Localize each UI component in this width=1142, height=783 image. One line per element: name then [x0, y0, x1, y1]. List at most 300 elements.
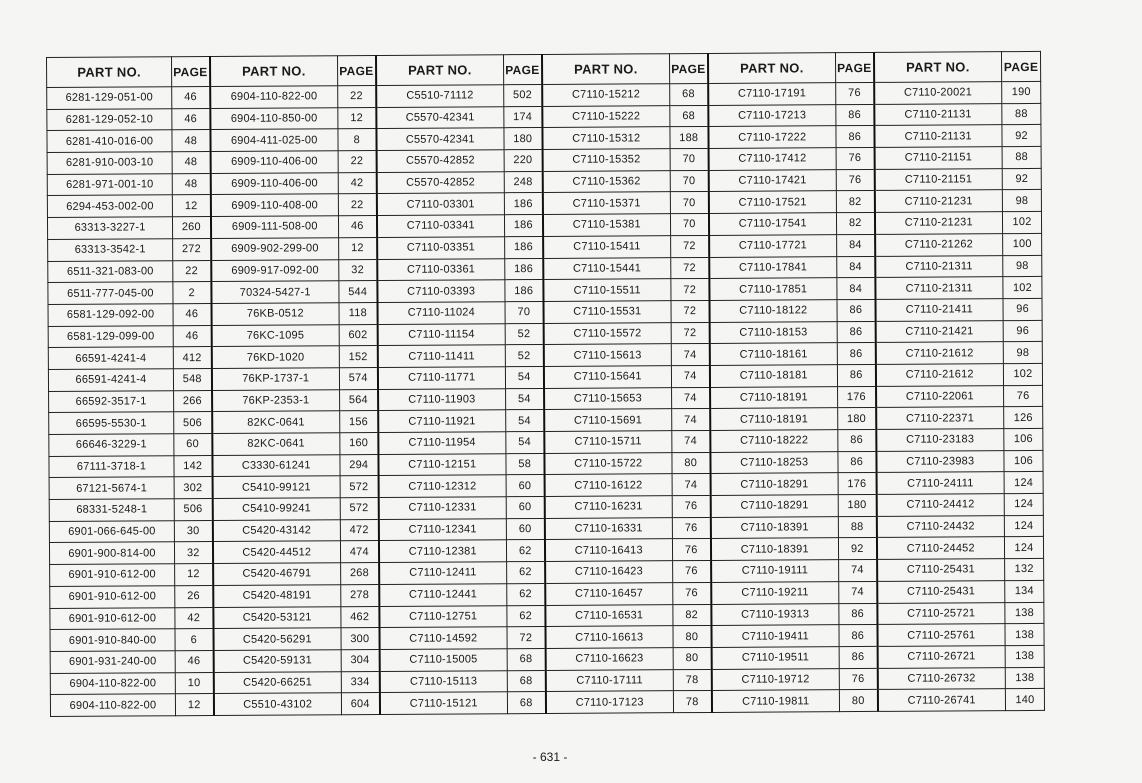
part-number-cell: C7110-15613: [543, 344, 671, 366]
part-number-cell: C7110-11024: [377, 302, 505, 324]
page-number-cell: 26: [175, 585, 213, 607]
part-number-cell: C7110-15531: [543, 301, 671, 323]
part-number-cell: 6901-910-612-00: [50, 586, 175, 608]
part-number-cell: C5420-48191: [213, 585, 341, 607]
page-number-cell: 248: [504, 171, 542, 193]
page-number-cell: 462: [341, 606, 379, 628]
page-number-cell: 46: [172, 108, 210, 130]
page-number-cell: 80: [673, 626, 711, 648]
page-number-cell: 118: [339, 302, 377, 324]
page-number-cell: 74: [839, 560, 877, 582]
part-number-cell: C7110-11154: [377, 323, 505, 345]
page-number-cell: 138: [1005, 624, 1044, 646]
page-number-cell: 80: [839, 690, 877, 712]
page-number-cell: 42: [338, 172, 376, 194]
part-number-cell: C7110-16613: [545, 626, 673, 648]
page-number-cell: 412: [173, 347, 211, 369]
part-number-cell: C7110-03341: [376, 215, 504, 237]
part-number-cell: 63313-3542-1: [48, 239, 173, 261]
part-number-cell: C7110-18153: [709, 321, 837, 343]
page-number-cell: 302: [174, 477, 212, 499]
part-number-cell: 6904-110-822-00: [50, 694, 175, 716]
part-number-cell: C7110-16231: [544, 496, 672, 518]
page-number-cell: 12: [172, 195, 210, 217]
page-number-cell: 186: [504, 193, 542, 215]
page-number-cell: 176: [838, 386, 876, 408]
part-number-cell: 6511-777-045-00: [48, 282, 173, 304]
part-number-cell: C7110-21612: [875, 364, 1003, 386]
part-number-cell: C7110-11903: [378, 388, 506, 410]
page-number-cell: 124: [1004, 537, 1043, 559]
page-number-cell: 86: [838, 429, 876, 451]
part-number-cell: C7110-18191: [710, 408, 838, 430]
part-number-cell: C7110-21411: [875, 299, 1003, 321]
part-number-cell: C7110-11771: [377, 367, 505, 389]
page-number-cell: 86: [837, 364, 875, 386]
part-number-cell: C7110-18122: [709, 300, 837, 322]
page-number-cell: 84: [837, 278, 875, 300]
page-number-cell: 76: [673, 582, 711, 604]
part-number-cell: C7110-03361: [377, 258, 505, 280]
page-number-cell: 68: [507, 648, 545, 670]
page-number-cell: 70: [670, 149, 708, 171]
part-number-cell: C7110-19111: [711, 560, 839, 582]
part-no-header: PART NO.: [541, 54, 669, 85]
part-number-cell: C7110-15381: [542, 214, 670, 236]
page-number-cell: 220: [504, 150, 542, 172]
page-number-cell: 152: [339, 346, 377, 368]
part-number-cell: 76KB-0512: [211, 303, 339, 325]
part-number-cell: C7110-16531: [545, 604, 673, 626]
part-number-cell: C7110-12341: [378, 518, 506, 540]
part-number-cell: C7110-18391: [710, 538, 838, 560]
page-number-cell: 52: [505, 345, 543, 367]
page-number-cell: 76: [836, 148, 874, 170]
page-number-cell: 602: [339, 324, 377, 346]
page-number-cell: 502: [504, 84, 542, 106]
page-number-cell: 84: [837, 234, 875, 256]
part-number-cell: C7110-17851: [709, 278, 837, 300]
page-number-cell: 62: [506, 540, 544, 562]
part-number-cell: C7110-21131: [874, 103, 1002, 125]
part-number-cell: 6909-110-406-00: [210, 151, 338, 173]
part-number-cell: 6511-321-083-00: [48, 260, 173, 282]
part-number-cell: C7110-21262: [875, 233, 1003, 255]
part-number-cell: 66591-4241-4: [48, 347, 173, 369]
page-number-cell: 574: [339, 367, 377, 389]
part-number-cell: 6581-129-092-00: [48, 304, 173, 326]
page-number-cell: 46: [173, 325, 211, 347]
page-number-cell: 176: [838, 473, 876, 495]
part-number-cell: 76KP-1737-1: [211, 368, 339, 390]
part-number-cell: 6901-910-840-00: [50, 629, 175, 651]
page-number-cell: 124: [1004, 493, 1043, 515]
part-number-cell: C7110-12151: [378, 453, 506, 475]
part-number-cell: 6909-111-508-00: [210, 216, 338, 238]
page-number-cell: 140: [1005, 689, 1044, 711]
page-number-cell: 74: [671, 344, 709, 366]
part-number-cell: C7110-16122: [544, 474, 672, 496]
page-number-cell: 474: [340, 541, 378, 563]
part-number-cell: 6281-971-001-10: [47, 173, 172, 195]
part-number-cell: 76KC-1095: [211, 324, 339, 346]
part-number-cell: C7110-12751: [379, 605, 507, 627]
part-number-cell: C7110-21131: [874, 125, 1002, 147]
part-number-cell: C7110-12312: [378, 475, 506, 497]
part-number-cell: C7110-11954: [378, 432, 506, 454]
part-number-cell: C7110-18253: [710, 451, 838, 473]
part-number-cell: 63313-3227-1: [47, 217, 172, 239]
part-number-cell: C7110-17222: [708, 126, 836, 148]
page-number-cell: 76: [673, 561, 711, 583]
page-number-cell: 102: [1002, 212, 1041, 234]
page-number-cell: 12: [175, 564, 213, 586]
page-number-cell: 76: [672, 539, 710, 561]
part-number-cell: C7110-23983: [876, 450, 1004, 472]
page-number-cell: 186: [505, 236, 543, 258]
part-no-header: PART NO.: [707, 53, 835, 84]
page-number-cell: 92: [1002, 168, 1041, 190]
part-number-cell: C7110-24432: [876, 515, 1004, 537]
page-number-cell: 60: [174, 433, 212, 455]
part-number-cell: C7110-12411: [379, 562, 507, 584]
page-number-cell: 268: [341, 563, 379, 585]
page-number-cell: 80: [672, 452, 710, 474]
page-number-cell: 78: [673, 669, 711, 691]
part-number-cell: C7110-15352: [542, 149, 670, 171]
part-number-cell: C7110-25721: [877, 602, 1005, 624]
part-number-cell: C7110-19411: [711, 625, 839, 647]
page-number-cell: 42: [175, 607, 213, 629]
part-number-cell: 6904-411-025-00: [210, 129, 338, 151]
part-number-cell: C7110-15722: [544, 452, 672, 474]
part-number-cell: C7110-19712: [711, 668, 839, 690]
part-number-cell: C7110-26721: [877, 646, 1005, 668]
part-number-cell: 70324-5427-1: [211, 281, 339, 303]
page-number-cell: 102: [1003, 363, 1042, 385]
part-number-cell: 82KC-0641: [212, 433, 340, 455]
page-number-cell: 124: [1004, 515, 1043, 537]
part-number-cell: C7110-18161: [709, 343, 837, 365]
part-number-cell: C7110-15113: [379, 670, 507, 692]
part-number-cell: C7110-15362: [542, 170, 670, 192]
page-number-cell: 260: [172, 217, 210, 239]
page-number-cell: 86: [836, 104, 874, 126]
page-number: - 631 -: [532, 750, 568, 764]
page-number-cell: 92: [1002, 125, 1041, 147]
part-number-cell: C7110-12381: [378, 540, 506, 562]
part-no-header: PART NO.: [210, 56, 338, 87]
part-number-cell: C7110-19211: [711, 581, 839, 603]
part-number-cell: C7110-11411: [377, 345, 505, 367]
part-number-cell: C7110-16623: [545, 648, 673, 670]
part-number-cell: 6294-453-002-00: [47, 195, 172, 217]
part-number-cell: C7110-21612: [875, 342, 1003, 364]
page-number-cell: 54: [505, 366, 543, 388]
page-number-cell: 62: [507, 605, 545, 627]
page-number-cell: 126: [1004, 407, 1043, 429]
page-number-cell: 68: [670, 105, 708, 127]
part-number-cell: C7110-21311: [875, 255, 1003, 277]
page-number-cell: 190: [1002, 81, 1041, 103]
part-number-cell: 6901-910-612-00: [50, 564, 175, 586]
part-number-cell: C7110-18222: [710, 430, 838, 452]
page-number-cell: 86: [837, 299, 875, 321]
page-number-cell: 272: [173, 238, 211, 260]
part-number-cell: 67121-5674-1: [49, 477, 174, 499]
part-number-cell: C7110-16413: [544, 539, 672, 561]
page-number-cell: 72: [671, 235, 709, 257]
page-number-cell: 564: [340, 389, 378, 411]
part-number-cell: C7110-21421: [875, 320, 1003, 342]
page-number-cell: 86: [839, 603, 877, 625]
part-number-cell: 66646-3229-1: [49, 434, 174, 456]
part-number-cell: C5570-42852: [376, 150, 504, 172]
page-number-cell: 54: [506, 410, 544, 432]
page-number-cell: 60: [506, 497, 544, 519]
part-number-cell: 66595-5530-1: [49, 412, 174, 434]
page-number-cell: 266: [174, 390, 212, 412]
part-number-cell: C7110-15572: [543, 322, 671, 344]
part-number-cell: C7110-16331: [544, 517, 672, 539]
part-number-cell: C7110-22061: [876, 385, 1004, 407]
part-number-cell: 6904-110-822-00: [50, 672, 175, 694]
part-number-cell: C7110-18291: [710, 495, 838, 517]
part-number-cell: C5570-42852: [376, 171, 504, 193]
page-number-cell: 100: [1003, 233, 1042, 255]
page-number-cell: 12: [339, 237, 377, 259]
page-number-cell: 96: [1003, 298, 1042, 320]
part-number-cell: C7110-20021: [874, 82, 1002, 104]
page-number-cell: 62: [507, 562, 545, 584]
part-number-cell: C5410-99241: [212, 498, 340, 520]
page-number-cell: 98: [1003, 255, 1042, 277]
part-number-cell: C5570-42341: [376, 128, 504, 150]
page-number-cell: 98: [1003, 342, 1042, 364]
part-number-cell: C7110-17213: [708, 104, 836, 126]
page-number-cell: 46: [338, 216, 376, 238]
page-number-cell: 88: [838, 516, 876, 538]
page-number-cell: 30: [174, 520, 212, 542]
page-number-cell: 32: [339, 259, 377, 281]
part-number-cell: 6909-110-408-00: [210, 194, 338, 216]
page-number-cell: 60: [506, 518, 544, 540]
page-number-cell: 74: [839, 581, 877, 603]
parts-index-table: [46, 51, 1045, 717]
page-number-cell: 72: [507, 627, 545, 649]
page-number-cell: 76: [836, 82, 874, 104]
part-number-cell: C7110-25431: [877, 559, 1005, 581]
page-number-cell: 572: [340, 476, 378, 498]
part-number-cell: C7110-18391: [710, 516, 838, 538]
page-number-cell: 72: [671, 257, 709, 279]
part-number-cell: C5420-44512: [212, 541, 340, 563]
page-number-cell: 76: [672, 496, 710, 518]
page-number-cell: 300: [341, 628, 379, 650]
page-number-cell: 48: [172, 152, 210, 174]
page-number-cell: 78: [673, 691, 711, 713]
page-number-cell: 12: [175, 694, 213, 716]
page-number-cell: 84: [837, 256, 875, 278]
page-number-cell: 548: [173, 368, 211, 390]
page-number-cell: 82: [836, 191, 874, 213]
part-number-cell: C7110-25761: [877, 624, 1005, 646]
part-number-cell: C5510-43102: [213, 693, 341, 715]
part-number-cell: C7110-19811: [711, 690, 839, 712]
part-no-header: PART NO.: [375, 55, 503, 86]
page-number-cell: 544: [339, 281, 377, 303]
part-number-cell: C5420-43142: [212, 519, 340, 541]
page-number-cell: 304: [341, 649, 379, 671]
page-number-cell: 106: [1004, 428, 1043, 450]
part-number-cell: C7110-15312: [542, 127, 670, 149]
page-number-cell: 98: [1002, 190, 1041, 212]
part-number-cell: C7110-15653: [544, 387, 672, 409]
page-number-cell: 74: [671, 365, 709, 387]
part-number-cell: C5420-53121: [213, 606, 341, 628]
part-number-cell: 6281-410-016-00: [47, 130, 172, 152]
part-number-cell: C7110-26732: [877, 667, 1005, 689]
page-number-cell: 186: [504, 215, 542, 237]
page-number-cell: 142: [174, 455, 212, 477]
part-no-header: PART NO.: [47, 57, 172, 88]
part-number-cell: C5420-59131: [213, 650, 341, 672]
page-number-cell: 68: [507, 692, 545, 714]
page-number-cell: 86: [837, 343, 875, 365]
part-number-cell: C7110-15691: [544, 409, 672, 431]
page-number-cell: 12: [338, 107, 376, 129]
page-number-cell: 76: [839, 668, 877, 690]
table-body: [47, 81, 1045, 716]
part-number-cell: C7110-03351: [377, 237, 505, 259]
part-number-cell: C7110-15121: [379, 692, 507, 714]
part-number-cell: C7110-21231: [874, 190, 1002, 212]
part-number-cell: C7110-03393: [377, 280, 505, 302]
page-number-cell: 506: [174, 499, 212, 521]
part-number-cell: 6901-931-240-00: [50, 651, 175, 673]
page-number-cell: 86: [839, 646, 877, 668]
part-number-cell: 6909-902-299-00: [211, 238, 339, 260]
page-number-cell: 156: [340, 411, 378, 433]
part-number-cell: 76KP-2353-1: [212, 389, 340, 411]
page-number-cell: 572: [340, 498, 378, 520]
page-number-cell: 132: [1005, 559, 1044, 581]
part-number-cell: C7110-24452: [876, 537, 1004, 559]
part-number-cell: C7110-16423: [545, 561, 673, 583]
part-number-cell: C7110-17721: [709, 234, 837, 256]
page-number-cell: 68: [507, 670, 545, 692]
page-number-cell: 334: [341, 671, 379, 693]
page-number-cell: 10: [175, 672, 213, 694]
page-number-cell: 188: [670, 127, 708, 149]
part-number-cell: C7110-17541: [708, 213, 836, 235]
page-number-cell: 62: [507, 583, 545, 605]
page-number-cell: 138: [1005, 602, 1044, 624]
page-number-cell: 180: [504, 128, 542, 150]
page-number-cell: 76: [672, 517, 710, 539]
part-number-cell: C7110-23183: [876, 429, 1004, 451]
page-number-cell: 2: [173, 282, 211, 304]
part-number-cell: 6909-917-092-00: [211, 259, 339, 281]
page-number-cell: 294: [340, 454, 378, 476]
part-number-cell: 6904-110-822-00: [210, 86, 338, 108]
page-number-cell: 138: [1005, 667, 1044, 689]
part-number-cell: C7110-15441: [543, 257, 671, 279]
page-number-cell: 22: [173, 260, 211, 282]
page-number-cell: 72: [671, 279, 709, 301]
part-number-cell: C7110-17521: [708, 191, 836, 213]
page-number-cell: 82: [673, 604, 711, 626]
page-number-cell: 604: [341, 693, 379, 715]
page-header: PAGE: [835, 52, 873, 82]
part-number-cell: C7110-18181: [709, 365, 837, 387]
part-number-cell: 6909-110-406-00: [210, 172, 338, 194]
part-number-cell: C7110-17123: [545, 691, 673, 713]
page-number-cell: 46: [172, 87, 210, 109]
part-number-cell: 6581-129-099-00: [48, 325, 173, 347]
part-number-cell: C7110-12441: [379, 584, 507, 606]
page-number-cell: 88: [1002, 103, 1041, 125]
part-number-cell: C7110-15371: [542, 192, 670, 214]
page-number-cell: 160: [340, 432, 378, 454]
part-number-cell: C7110-11921: [378, 410, 506, 432]
part-number-cell: C7110-12331: [378, 497, 506, 519]
part-number-cell: C7110-26741: [877, 689, 1005, 711]
page-header: PAGE: [669, 53, 707, 83]
page-number-cell: 54: [506, 431, 544, 453]
page-number-cell: 86: [837, 321, 875, 343]
part-number-cell: C7110-14592: [379, 627, 507, 649]
page-number-cell: 74: [672, 430, 710, 452]
part-number-cell: C7110-24111: [876, 472, 1004, 494]
page-number-cell: 72: [671, 300, 709, 322]
part-number-cell: C7110-15511: [543, 279, 671, 301]
part-number-cell: C3330-61241: [212, 454, 340, 476]
page-number-cell: 86: [838, 451, 876, 473]
part-number-cell: 6281-129-051-00: [47, 87, 172, 109]
page-number-cell: 32: [174, 542, 212, 564]
part-number-cell: C7110-17191: [708, 83, 836, 105]
page-number-cell: 174: [504, 106, 542, 128]
page-number-cell: 472: [340, 519, 378, 541]
part-number-cell: C5420-66251: [213, 671, 341, 693]
page-number-cell: 76: [836, 169, 874, 191]
page-number-cell: 74: [672, 409, 710, 431]
page-number-cell: 124: [1004, 472, 1043, 494]
part-number-cell: 6901-900-814-00: [49, 542, 174, 564]
page-number-cell: 60: [506, 475, 544, 497]
part-number-cell: C7110-17841: [709, 256, 837, 278]
part-number-cell: 68331-5248-1: [49, 499, 174, 521]
page-number-cell: 86: [836, 126, 874, 148]
page-number-cell: 186: [505, 258, 543, 280]
page-number-cell: 70: [670, 214, 708, 236]
part-number-cell: C7110-18191: [710, 386, 838, 408]
part-number-cell: C7110-19313: [711, 603, 839, 625]
part-number-cell: C7110-18291: [710, 473, 838, 495]
part-number-cell: 6901-910-612-00: [50, 607, 175, 629]
page-header: PAGE: [1001, 51, 1040, 81]
part-number-cell: C7110-21231: [874, 212, 1002, 234]
page-number-cell: 6: [175, 629, 213, 651]
page-number-cell: 22: [338, 151, 376, 173]
part-number-cell: C7110-17111: [545, 669, 673, 691]
page-header: PAGE: [337, 55, 375, 85]
part-number-cell: C7110-22371: [876, 407, 1004, 429]
part-number-cell: C7110-19511: [711, 647, 839, 669]
page-number-cell: 80: [673, 647, 711, 669]
part-number-cell: C5410-99121: [212, 476, 340, 498]
